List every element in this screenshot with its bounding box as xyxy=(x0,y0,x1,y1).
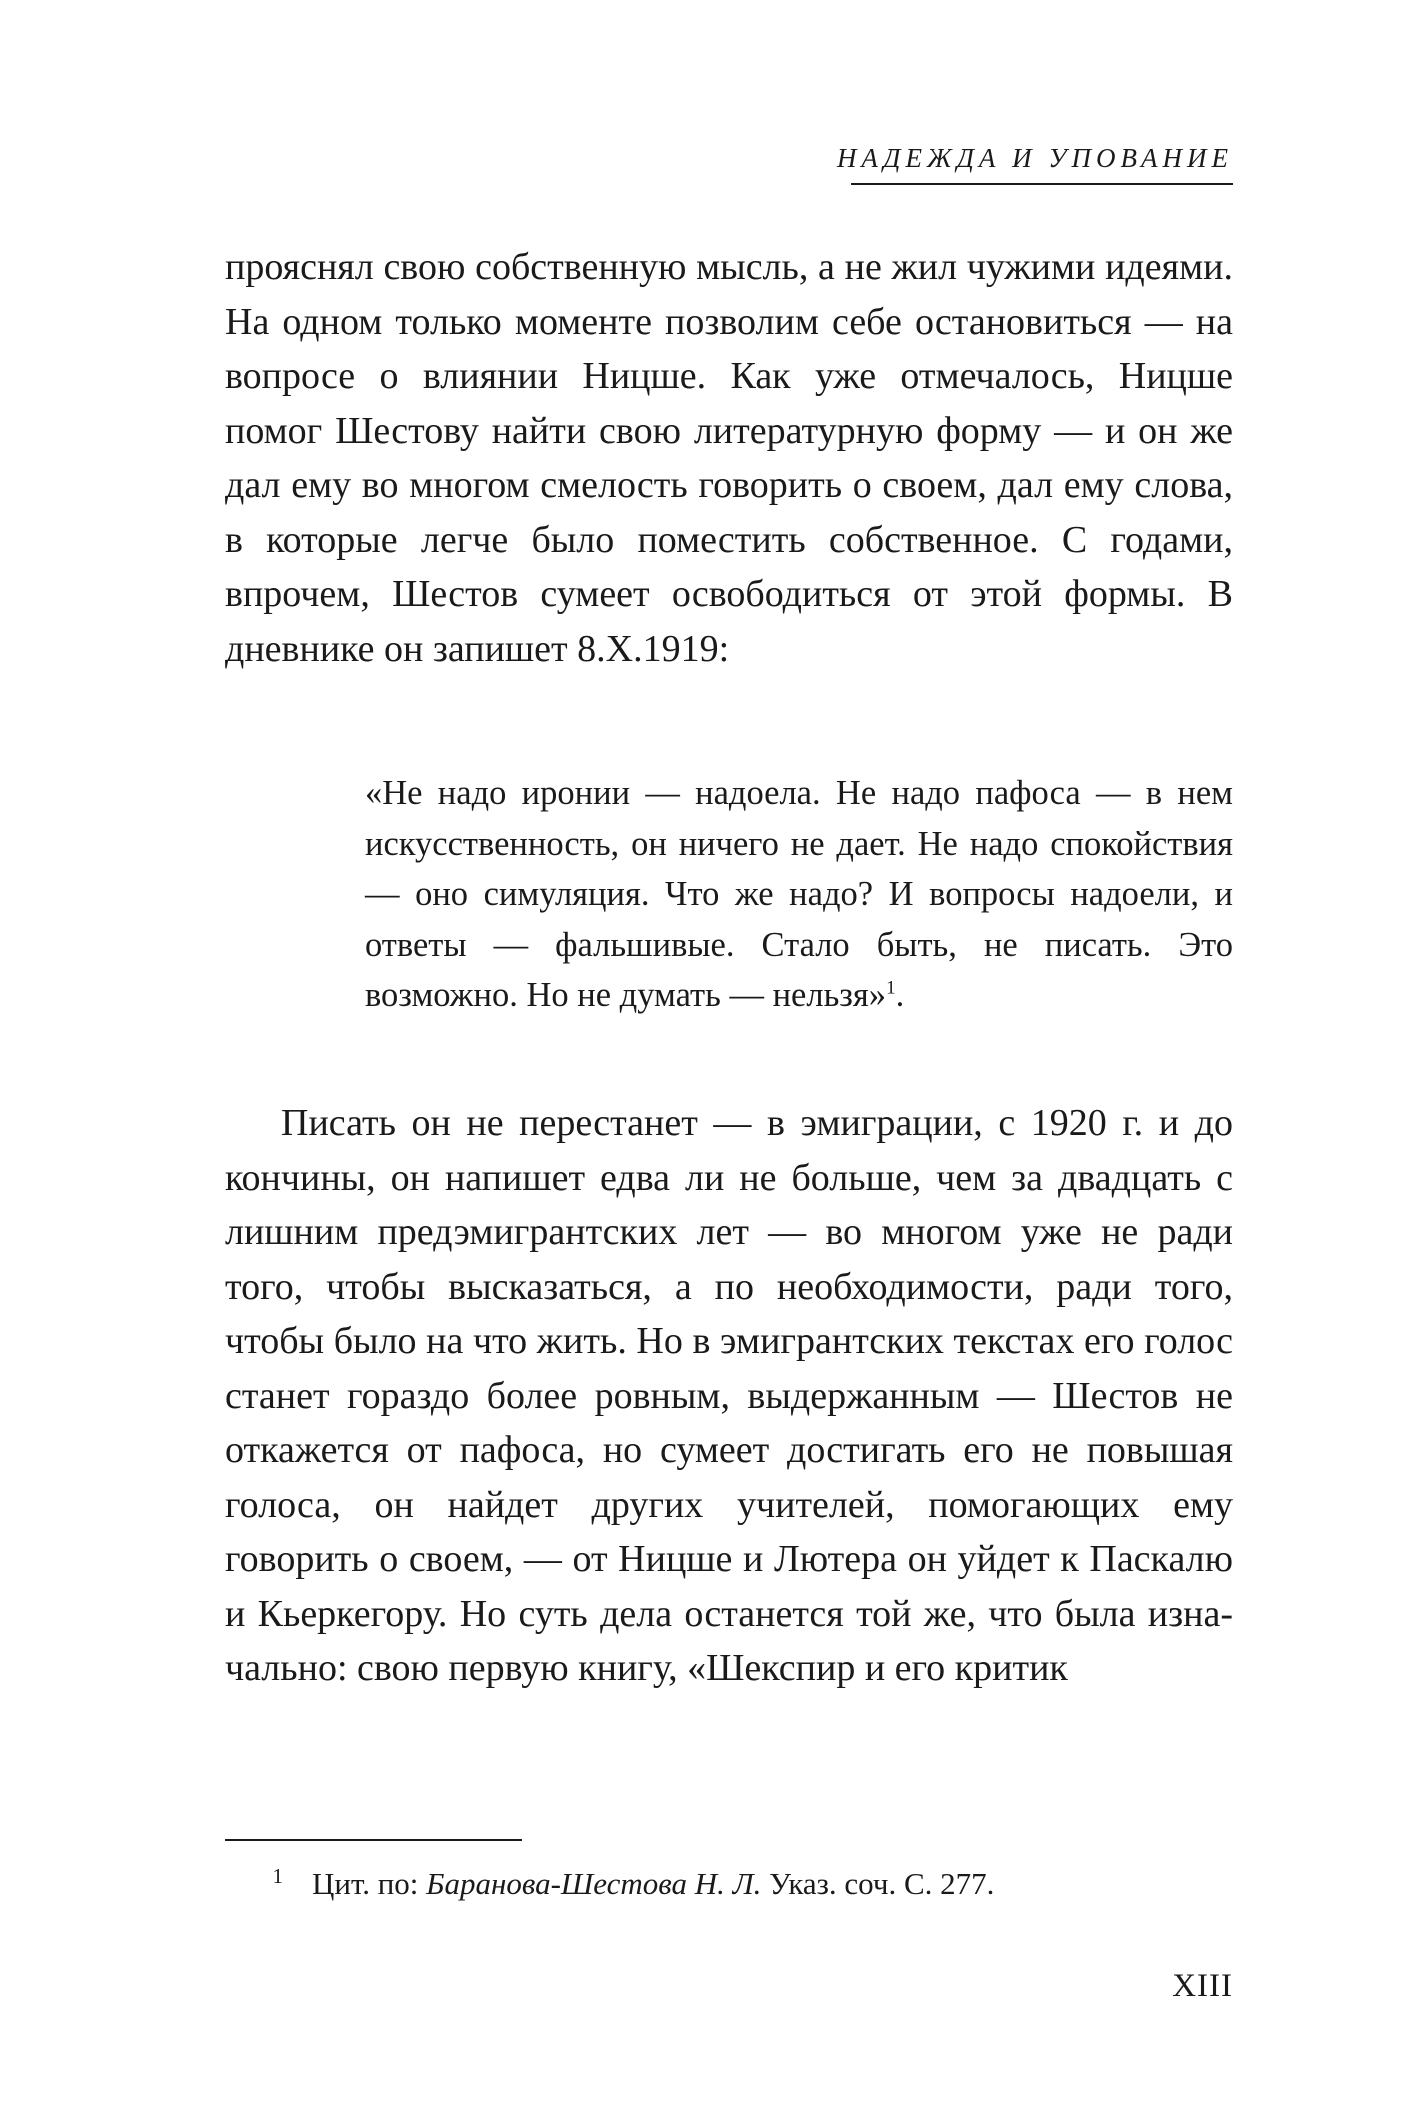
paragraph-1: прояснял свою собственную мысль, а не жил чужими идеями. На одном только моменте позволим себе остановиться — на вопросе о влиянии Ницше. Как уже отмечалось, Ницше помог Шестову найти свою литературную форму — и он же дал ему во многом смелость говорить о своем, дал ему слова, в которые легче было поместить собственное. С годами, впрочем, Шестов сумеет освободиться от этой формы. В дневнике он запишет 8.X.1919: xyxy=(225,246,1233,670)
block-quote xyxy=(365,768,1233,1021)
quote-text: «Не надо иронии — надоела. Не надо пафоса — в нем искусственность, он ничего не дает. Не надо спокойствия — оно симуляция. Что же надо? И вопросы надоели, и ответы — фальшивые. Стало быть, не писать. Это возможно. Но не думать — нельзя» xyxy=(365,774,1233,1014)
footnote-author: Баранова-Шестова Н. Л. xyxy=(426,1866,762,1901)
running-head: НАДЕЖДА И УПОВАНИЕ xyxy=(836,143,1233,173)
footnote-prefix: Цит. по: xyxy=(312,1866,427,1901)
footnote: 1 Цит. по: Баранова-Шестова Н. Л. Указ. соч. С. 277. xyxy=(272,1863,995,1901)
footnote-rule xyxy=(225,1839,522,1841)
running-head-rule xyxy=(851,183,1233,185)
footnote-suffix: Указ. соч. С. 277. xyxy=(761,1866,995,1901)
quote-end: . xyxy=(895,976,905,1014)
paragraph-2: Писать он не перестанет — в эмиграции, с 1920 г. и до кончины, он напишет едва ли не больше, чем за двадцать с лишним предэмигрантских лет — во многом уже не ради того, чтобы высказаться, а по необходимости, ради того, чтобы было на что жить. Но в эмигрантских текстах его голос станет гораздо более ровным, выдержанным — Шестов не откажется от пафоса, но сумеет достигать его не повышая голоса, он найдет других учителей, помогающих ему говорить о своем, — от Ницше и Лютера он уйдет к Паскалю и Кьеркегору. Но суть дела останется той же, что была изначально: свою первую книгу, «Шекспир и его критик xyxy=(225,1102,1233,1689)
page-number: XIII xyxy=(1172,1968,1233,2004)
footnote-ref[interactable]: 1 xyxy=(886,977,896,999)
